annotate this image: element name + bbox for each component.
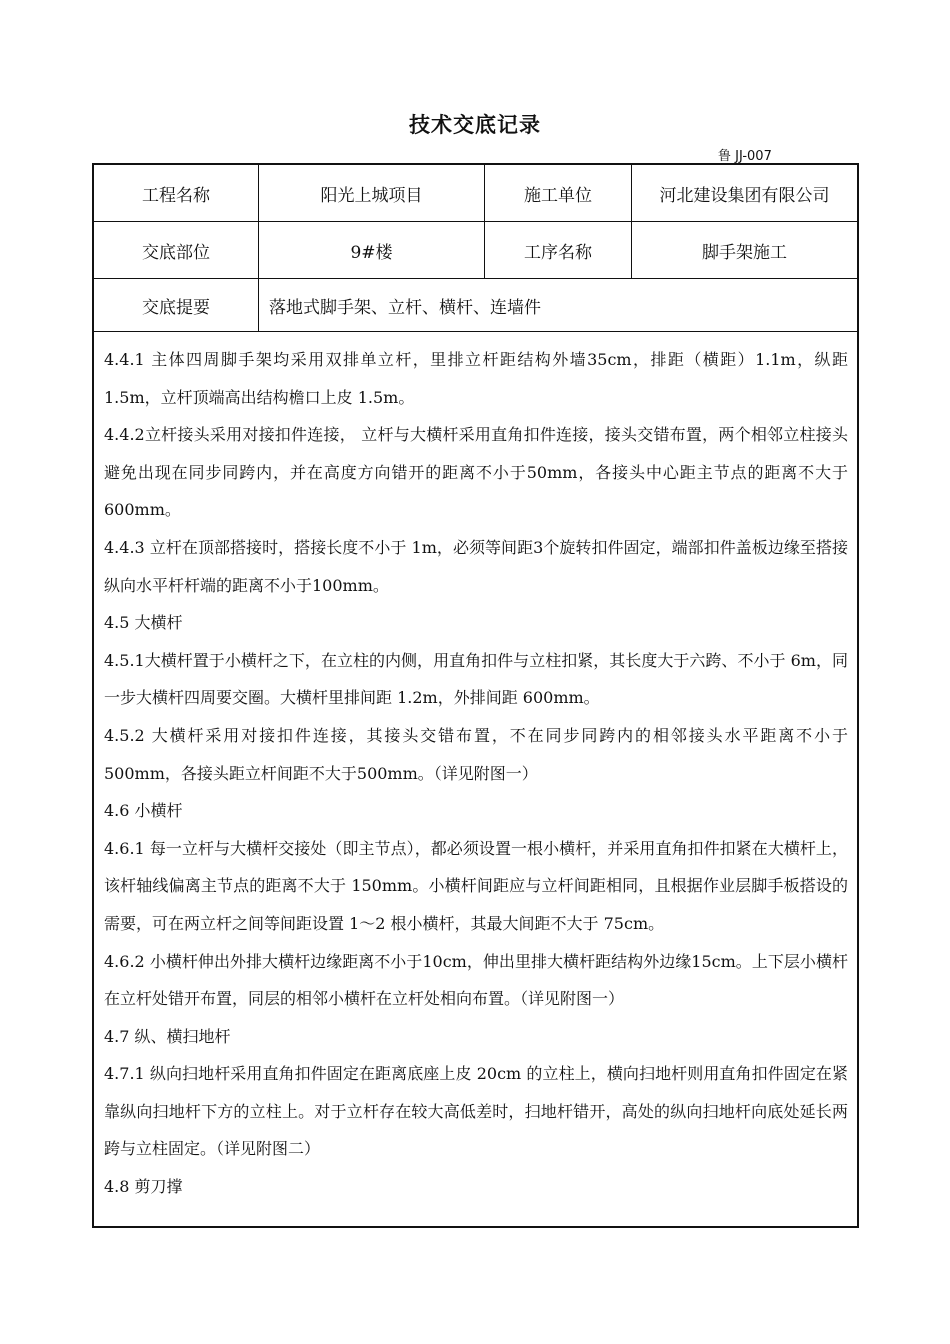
section-heading: 4.5 大横杆 — [104, 613, 183, 633]
location-label: 交底部位 — [142, 242, 210, 263]
paragraph: 4.5.2 大横杆采用对接扣件连接，其接头交错布置，不在同步同跨内的相邻接头水平距离不小于500mm，各接头距立杆间距不大于500mm。（详见附图一） — [104, 725, 848, 783]
project-name-value: 阳光上城项目 — [258, 165, 484, 221]
section-heading: 4.8 剪刀撑 — [104, 1177, 183, 1197]
contractor-value: 河北建设集团有限公司 — [631, 165, 857, 221]
project-name-label: 工程名称 — [142, 185, 210, 206]
disclosure-content — [94, 332, 857, 1226]
location-row — [94, 222, 857, 279]
paragraph: 4.4.1 主体四周脚手架均采用双排单立杆，里排立杆距结构外墙35cm，排距（横距）1.1m，纵距1.5m，立杆顶端高出结构檐口上皮 1.5m。 — [104, 350, 848, 407]
section-heading: 4.7 纵、横扫地杆 — [104, 1026, 231, 1046]
process-label: 工序名称 — [484, 222, 631, 278]
form-code: 鲁 JJ-007 — [718, 149, 772, 164]
paragraph: 4.4.2立杆接头采用对接扣件连接， 立杆与大横杆采用直角扣件连接，接头交错布置，两个相邻立柱接头避免出现在同步同跨内，并在高度方向错开的距离不小于50mm，各接头中心距主节点的距离不大于600mm。 — [104, 425, 848, 520]
contractor-label: 施工单位 — [484, 165, 631, 221]
summary-row — [94, 279, 857, 332]
paragraph: 4.7.1 纵向扫地杆采用直角扣件固定在距离底座上皮 20cm 的立柱上，横向扫地杆则用直角扣件固定在紧靠纵向扫地杆下方的立柱上。对于立杆存在较大高低差时，扫地杆错开，高处的纵向扫地杆向底处延长两跨与立柱固定。（详见附图二） — [104, 1064, 848, 1159]
paragraph: 4.4.3 立杆在顶部搭接时，搭接长度不小于 1m，必须等间距3个旋转扣件固定，端部扣件盖板边缘至搭接纵向水平杆杆端的距离不小于100mm。 — [104, 537, 848, 595]
paragraph: 4.6.2 小横杆伸出外排大横杆边缘距离不小于10cm，伸出里排大横杆距结构外边缘15cm。上下层小横杆在立杆处错开布置，同层的相邻小横杆在立杆处相向布置。（详见附图一） — [104, 951, 848, 1009]
document-title: 技术交底记录 — [409, 113, 541, 137]
summary-label: 交底提要 — [142, 297, 210, 318]
location-value: 9#楼 — [258, 222, 484, 278]
section-heading: 4.6 小横杆 — [104, 801, 183, 821]
paragraph: 4.5.1大横杆置于小横杆之下，在立柱的内侧，用直角扣件与立柱扣紧，其长度大于六跨、不小于 6m，同一步大横杆四周要交圈。大横杆里排间距 1.2m，外排间距 600mm。 — [104, 650, 848, 708]
process-value: 脚手架施工 — [631, 222, 857, 278]
paragraph: 4.6.1 每一立杆与大横杆交接处（即主节点），都必须设置一根小横杆，并采用直角扣件扣紧在大横杆上，该杆轴线偏离主节点的距离不大于 150mm。小横杆间距应与立杆间距相同，且根据作业层脚手板搭设的需要，可在两立杆之间等间距设置 1～2 根小横杆，其最大间距不大于 75cm。 — [104, 838, 848, 933]
summary-value: 落地式脚手架、立杆、横杆、连墙件 — [258, 279, 857, 331]
project-row — [94, 165, 857, 222]
disclosure-table — [92, 163, 859, 1228]
